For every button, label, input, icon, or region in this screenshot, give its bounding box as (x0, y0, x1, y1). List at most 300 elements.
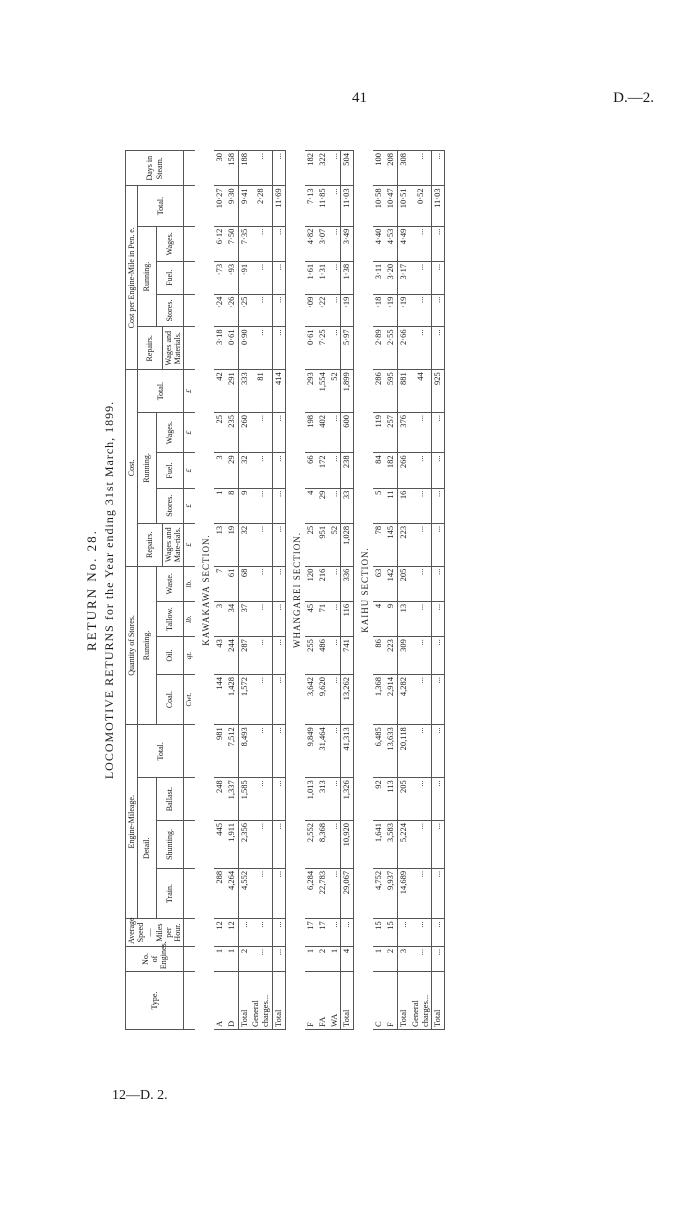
cell-shunting: 10,920 (341, 821, 354, 869)
cell-coal: 9,620 (317, 674, 329, 724)
cell-total: ... (432, 725, 445, 778)
cell-speed: 12 (214, 919, 226, 947)
cell-no: 1 (373, 946, 385, 971)
return-title: RETURN No. 28. (84, 529, 99, 651)
cell-type: Total (432, 972, 445, 1030)
section-heading-row (195, 151, 214, 1030)
cell-waste: 63 (373, 566, 385, 601)
cell-c-fuel: ... (410, 453, 432, 488)
cell-days: 158 (226, 151, 238, 186)
cell-no: ... (250, 946, 272, 971)
cell-tallow: 37 (238, 601, 250, 636)
cell-total: 13,633 (385, 725, 397, 778)
cell-p-wages: ... (272, 226, 285, 261)
cell-c-total: 42 (214, 370, 226, 413)
cell-oil: 223 (385, 637, 397, 675)
cell-train: ... (272, 868, 285, 918)
cell-total: ... (272, 725, 285, 778)
cell-ballast: ... (272, 778, 285, 821)
cell-speed: ... (250, 919, 272, 947)
cell-waste: 61 (226, 566, 238, 601)
group-engine-mileage: Engine-Mileage. (126, 725, 138, 919)
cell-total: ... (410, 725, 432, 778)
cell-shunting: 1,911 (226, 821, 238, 869)
cell-c-stores: ... (432, 488, 445, 523)
cell-total: 6,485 (373, 725, 385, 778)
group-cost-per-mile: Cost per Engine-Mile in Pen. e. (126, 186, 138, 370)
cell-c-stores: ... (329, 488, 341, 523)
cell-shunting: 5,224 (397, 821, 409, 869)
cell-p-stores: ·22 (317, 294, 329, 327)
page-footer: 12—D. 2. (112, 1088, 168, 1103)
cell-c-stores: 33 (341, 488, 354, 523)
cell-p-fuel: 1·61 (305, 261, 317, 294)
cell-c-repairs: ... (272, 523, 285, 566)
col-days-in-steam: Days in Steam. (126, 151, 184, 186)
cell-waste: 120 (305, 566, 317, 601)
cell-p-fuel: 1·38 (341, 261, 354, 294)
cell-ballast: ... (250, 778, 272, 821)
table-row (397, 151, 409, 1030)
cell-c-total: 52 (329, 370, 341, 413)
cell-c-wages: 198 (305, 413, 317, 453)
cell-oil: 486 (317, 637, 329, 675)
cell-type: Total (341, 972, 354, 1030)
cell-oil: ... (410, 637, 432, 675)
cell-type: Total (238, 972, 250, 1030)
cell-c-wages: 235 (226, 413, 238, 453)
cell-c-repairs: 52 (329, 523, 341, 566)
cell-type: F (305, 972, 317, 1030)
subgroup-stores-running: Running. (138, 566, 156, 725)
cell-type: General charges... (410, 972, 432, 1030)
cell-c-repairs: ... (410, 523, 432, 566)
unit-oil: qt. (184, 637, 195, 675)
cell-oil: 43 (214, 637, 226, 675)
cell-p-fuel: ·91 (238, 261, 250, 294)
table-row (238, 151, 250, 1030)
cell-coal: ... (410, 674, 432, 724)
cell-tallow: 116 (341, 601, 354, 636)
cell-tallow: ... (329, 601, 341, 636)
cell-waste: 7 (214, 566, 226, 601)
cell-shunting: 2,356 (238, 821, 250, 869)
cell-c-repairs: 25 (305, 523, 317, 566)
cell-c-repairs: 1,028 (341, 523, 354, 566)
cell-c-total: 333 (238, 370, 250, 413)
cell-p-wages: 4·82 (305, 226, 317, 261)
cell-p-stores: ... (272, 294, 285, 327)
cell-total: 7,512 (226, 725, 238, 778)
cell-p-stores: ·26 (226, 294, 238, 327)
cell-tallow: 71 (317, 601, 329, 636)
cell-no: 4 (341, 946, 354, 971)
cell-p-stores: ·24 (214, 294, 226, 327)
cell-shunting: 3,583 (385, 821, 397, 869)
cell-p-total: 7·13 (305, 186, 317, 226)
cell-oil: 255 (305, 637, 317, 675)
col-pence-fuel: Fuel. (156, 261, 184, 294)
cell-train: 6,284 (305, 868, 317, 918)
cell-tallow: ... (250, 601, 272, 636)
rotated-table-region (80, 150, 640, 1030)
cell-p-repairs: 2·66 (397, 327, 409, 370)
cell-no: 2 (238, 946, 250, 971)
cell-speed: 15 (385, 919, 397, 947)
cell-speed: ... (397, 919, 409, 947)
section-heading: KAIHU SECTION. (360, 547, 371, 633)
cell-days: 308 (397, 151, 409, 186)
cell-shunting: ... (272, 821, 285, 869)
cell-p-wages: 7·50 (226, 226, 238, 261)
col-pence-wages: Wages. (156, 226, 184, 261)
cell-c-fuel: 238 (341, 453, 354, 488)
cell-type: WA (329, 972, 341, 1030)
cell-c-stores: 4 (305, 488, 317, 523)
cell-c-total: 44 (410, 370, 432, 413)
cell-speed: 17 (317, 919, 329, 947)
cell-p-total: 11·03 (341, 186, 354, 226)
return-subtitle: LOCOMOTIVE RETURNS for the Year ending 31st March, 1899. (102, 400, 116, 780)
cell-ballast: 205 (397, 778, 409, 821)
unit-fuel: £ (184, 453, 195, 488)
cell-c-fuel: 84 (373, 453, 385, 488)
col-train: Train. (156, 868, 184, 918)
cell-total: ... (329, 725, 341, 778)
cell-no: 1 (305, 946, 317, 971)
cell-speed: 15 (373, 919, 385, 947)
cell-c-total: 1,554 (317, 370, 329, 413)
cell-p-stores: ·19 (397, 294, 409, 327)
cell-days: 182 (305, 151, 317, 186)
cell-c-fuel: 3 (214, 453, 226, 488)
cell-p-fuel: 3·17 (397, 261, 409, 294)
cell-p-stores: ·09 (305, 294, 317, 327)
cell-days: ... (329, 151, 341, 186)
cell-p-fuel: ... (272, 261, 285, 294)
cell-days: 208 (385, 151, 397, 186)
col-cost-stores: Stores. (156, 488, 184, 523)
cell-p-total: ... (329, 186, 341, 226)
subgroup-cost-repairs: Repairs. (138, 523, 163, 566)
cell-speed: ... (410, 919, 432, 947)
table-row (341, 151, 354, 1030)
cell-c-fuel: 66 (305, 453, 317, 488)
cell-c-stores: 5 (373, 488, 385, 523)
table-row (272, 151, 285, 1030)
cell-p-fuel: ... (329, 261, 341, 294)
cell-waste: ... (250, 566, 272, 601)
cell-coal: 1,572 (238, 674, 250, 724)
cell-c-wages: ... (329, 413, 341, 453)
cell-c-fuel: ... (250, 453, 272, 488)
cell-days: ... (250, 151, 272, 186)
cell-p-total: 10·51 (397, 186, 409, 226)
page-number: 41 (352, 90, 367, 106)
cell-coal: ... (432, 674, 445, 724)
cell-c-total: 1,899 (341, 370, 354, 413)
col-pence-wages-materials: Wages and Materials. (162, 327, 183, 370)
cell-ballast: 1,013 (305, 778, 317, 821)
cell-c-wages: 257 (385, 413, 397, 453)
subgroup-pence-running: Running. (138, 226, 156, 327)
cell-p-fuel: 3·20 (385, 261, 397, 294)
cell-c-repairs: 223 (397, 523, 409, 566)
cell-p-stores: ... (410, 294, 432, 327)
cell-p-stores: ·18 (373, 294, 385, 327)
cell-c-fuel: ... (272, 453, 285, 488)
cell-c-fuel: 266 (397, 453, 409, 488)
cell-speed: ... (272, 919, 285, 947)
cell-c-stores: 29 (317, 488, 329, 523)
cell-type: A (214, 972, 226, 1030)
cell-p-wages: ... (250, 226, 272, 261)
cell-total: 8,493 (238, 725, 250, 778)
cell-p-stores: ·19 (385, 294, 397, 327)
cell-days: 30 (214, 151, 226, 186)
cell-waste: 205 (397, 566, 409, 601)
cell-ballast: ... (432, 778, 445, 821)
cell-oil: 86 (373, 637, 385, 675)
document-reference: D.—2. (613, 90, 654, 106)
cell-type: F (385, 972, 397, 1030)
cell-tallow: 3 (214, 601, 226, 636)
cell-p-stores: ... (432, 294, 445, 327)
cell-total: ... (250, 725, 272, 778)
cell-p-fuel: ... (432, 261, 445, 294)
cell-days: 100 (373, 151, 385, 186)
cell-speed: ... (432, 919, 445, 947)
section-heading-row (285, 151, 305, 1030)
cell-ballast: 113 (385, 778, 397, 821)
cell-p-total: 10·58 (373, 186, 385, 226)
cell-total: 20,118 (397, 725, 409, 778)
cell-p-wages: ... (410, 226, 432, 261)
cell-p-total: 2·28 (250, 186, 272, 226)
cell-shunting: ... (432, 821, 445, 869)
cell-tallow: 45 (305, 601, 317, 636)
col-type: Type. (126, 972, 184, 1030)
section-heading: WHANGAREI SECTION. (291, 532, 302, 648)
table-row (317, 151, 329, 1030)
cell-ballast: 248 (214, 778, 226, 821)
cell-train: 4,752 (373, 868, 385, 918)
group-cost: Cost. (126, 370, 138, 566)
locomotive-returns-table (125, 150, 445, 1030)
cell-tallow: 9 (385, 601, 397, 636)
col-mileage-total: Total. (138, 725, 184, 778)
cell-oil: ... (250, 637, 272, 675)
cell-p-fuel: ·93 (226, 261, 238, 294)
col-pence-stores: Stores. (156, 294, 184, 327)
cell-days: ... (410, 151, 432, 186)
cell-speed: 12 (226, 919, 238, 947)
cell-coal: ... (329, 674, 341, 724)
cell-p-repairs: ... (329, 327, 341, 370)
col-avg-speed: Average Speed — Miles per Hour. (126, 919, 184, 947)
cell-c-fuel: 182 (385, 453, 397, 488)
cell-c-stores: 9 (238, 488, 250, 523)
cell-no: ... (410, 946, 432, 971)
cell-c-total: 293 (305, 370, 317, 413)
cell-no: 1 (329, 946, 341, 971)
cell-c-wages: ... (432, 413, 445, 453)
cell-tallow: ... (432, 601, 445, 636)
cell-c-repairs: 13 (214, 523, 226, 566)
cell-speed: ... (341, 919, 354, 947)
cell-c-repairs: ... (432, 523, 445, 566)
cell-oil: 309 (397, 637, 409, 675)
cell-ballast: 1,585 (238, 778, 250, 821)
group-quantity-of-stores: Quantity of Stores. (126, 566, 138, 725)
units-row (184, 151, 195, 1030)
cell-p-total: 10·27 (214, 186, 226, 226)
cell-c-total: 291 (226, 370, 238, 413)
cell-p-stores: ... (329, 294, 341, 327)
cell-p-stores: ·19 (341, 294, 354, 327)
cell-p-wages: 6·12 (214, 226, 226, 261)
cell-type: FA (317, 972, 329, 1030)
cell-c-stores: 8 (226, 488, 238, 523)
cell-p-total: 10·47 (385, 186, 397, 226)
cell-c-stores: ... (250, 488, 272, 523)
cell-p-repairs: 7·25 (317, 327, 329, 370)
col-no-engines: No. of Engines. (126, 946, 184, 971)
cell-p-fuel: ·73 (214, 261, 226, 294)
cell-c-wages: 600 (341, 413, 354, 453)
cell-p-total: 11·85 (317, 186, 329, 226)
cell-waste: ... (410, 566, 432, 601)
cell-p-repairs: ... (250, 327, 272, 370)
cell-coal: 4,282 (397, 674, 409, 724)
cell-p-stores: ... (250, 294, 272, 327)
cell-c-wages: 25 (214, 413, 226, 453)
cell-c-wages: ... (272, 413, 285, 453)
cell-train: ... (432, 868, 445, 918)
cell-waste: 142 (385, 566, 397, 601)
cell-train: 29,067 (341, 868, 354, 918)
cell-c-wages: 119 (373, 413, 385, 453)
cell-days: ... (432, 151, 445, 186)
cell-oil: 244 (226, 637, 238, 675)
cell-days: 322 (317, 151, 329, 186)
cell-c-wages: 402 (317, 413, 329, 453)
cell-p-repairs: 0·61 (226, 327, 238, 370)
cell-type: C (373, 972, 385, 1030)
col-ballast: Ballast. (156, 778, 184, 821)
cell-waste: 216 (317, 566, 329, 601)
page-header (0, 90, 700, 114)
cell-total: 981 (214, 725, 226, 778)
cell-p-repairs: 2·89 (373, 327, 385, 370)
cell-train: 14,689 (397, 868, 409, 918)
cell-c-wages: 376 (397, 413, 409, 453)
cell-c-wages: 260 (238, 413, 250, 453)
cell-p-repairs: ... (410, 327, 432, 370)
cell-type: D (226, 972, 238, 1030)
col-coal: Coal. (156, 674, 184, 724)
cell-p-repairs: 0·61 (305, 327, 317, 370)
cell-speed: 17 (305, 919, 317, 947)
table-row (410, 151, 432, 1030)
cell-c-repairs: ... (250, 523, 272, 566)
cell-p-stores: ·25 (238, 294, 250, 327)
cell-coal: ... (272, 674, 285, 724)
unit-tallow: lb. (184, 601, 195, 636)
cell-ballast: 313 (317, 778, 329, 821)
cell-shunting: 8,368 (317, 821, 329, 869)
table-row (432, 151, 445, 1030)
cell-tallow: ... (410, 601, 432, 636)
cell-oil: ... (272, 637, 285, 675)
col-pence-total: Total. (138, 186, 184, 226)
cell-no: 3 (397, 946, 409, 971)
col-cost-wages-materials: Wages and Mate-rials. (162, 523, 183, 566)
cell-c-total: 595 (385, 370, 397, 413)
cell-no: 2 (317, 946, 329, 971)
cell-c-fuel: ... (432, 453, 445, 488)
table-row (250, 151, 272, 1030)
subgroup-detail: Detail. (138, 778, 156, 919)
cell-waste: ... (432, 566, 445, 601)
cell-speed: ... (238, 919, 250, 947)
cell-p-repairs: 0·90 (238, 327, 250, 370)
cell-ballast: ... (410, 778, 432, 821)
cell-train: ... (250, 868, 272, 918)
cell-waste: 68 (238, 566, 250, 601)
cell-waste: ... (329, 566, 341, 601)
cell-shunting: ... (329, 821, 341, 869)
cell-p-total: 11·69 (272, 186, 285, 226)
cell-ballast: 92 (373, 778, 385, 821)
col-cost-wages: Wages. (156, 413, 184, 453)
cell-p-wages: 7·35 (238, 226, 250, 261)
unit-total: £ (184, 370, 195, 413)
unit-coal: Cwt. (184, 674, 195, 724)
cell-c-repairs: 145 (385, 523, 397, 566)
cell-days: ... (272, 151, 285, 186)
cell-train: ... (329, 868, 341, 918)
cell-p-total: 0·52 (410, 186, 432, 226)
cell-p-repairs: 5·97 (341, 327, 354, 370)
cell-type: Total (272, 972, 285, 1030)
cell-c-total: 414 (272, 370, 285, 413)
cell-p-wages: 4·53 (385, 226, 397, 261)
col-oil: Oil. (156, 637, 184, 675)
cell-c-stores: 1 (214, 488, 226, 523)
cell-no: 2 (385, 946, 397, 971)
cell-c-repairs: 19 (226, 523, 238, 566)
cell-shunting: 445 (214, 821, 226, 869)
cell-p-wages: ... (329, 226, 341, 261)
cell-total: 9,849 (305, 725, 317, 778)
cell-c-wages: ... (410, 413, 432, 453)
cell-no: 1 (214, 946, 226, 971)
cell-p-total: 9·41 (238, 186, 250, 226)
cell-train: 9,937 (385, 868, 397, 918)
table-row (226, 151, 238, 1030)
cell-p-fuel: ... (410, 261, 432, 294)
section-heading-row (354, 151, 374, 1030)
col-waste: Waste. (156, 566, 184, 601)
cell-tallow: ... (272, 601, 285, 636)
cell-p-repairs: 3·18 (214, 327, 226, 370)
cell-coal: 2,914 (385, 674, 397, 724)
cell-waste: 336 (341, 566, 354, 601)
cell-train: ... (410, 868, 432, 918)
unit-waste: lb. (184, 566, 195, 601)
cell-train: 22,783 (317, 868, 329, 918)
